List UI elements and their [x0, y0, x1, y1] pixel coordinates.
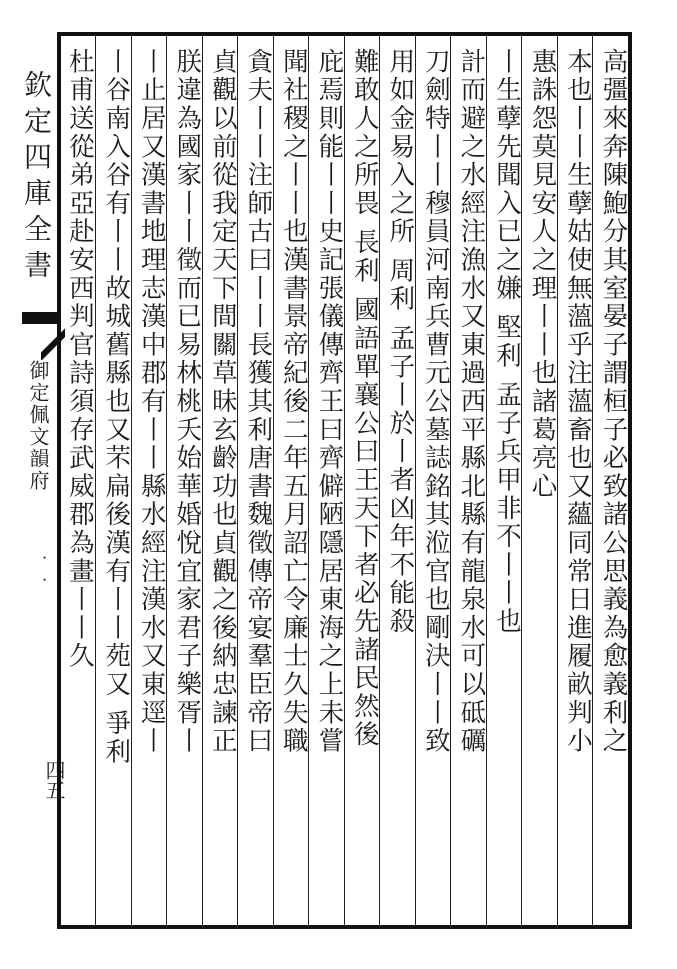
- column-text: 高彊來奔陳鮑分其室晏子謂桓子必致諸公思義為愈義利之: [598, 48, 628, 756]
- text-column: [273, 36, 309, 925]
- text-column: [166, 36, 202, 925]
- column-text: 貪夫丨丨注師古曰丨丨長獲其利唐書魏徵傳帝宴羣臣帝曰: [243, 48, 273, 756]
- text-column: [308, 36, 344, 925]
- column-text: 丨生孽先聞入已之嫌 堅利 孟子兵甲非不丨丨也: [491, 48, 522, 636]
- text-column: [415, 36, 451, 925]
- column-text: 丨止居又漢書地理志漢中郡有丨丨縣水經注漢水又東逕丨: [136, 48, 167, 756]
- column-text: 朕違為國家丨丨徵而已易林桃夭始華婚悅宜家君子樂胥丨: [172, 48, 202, 756]
- margin-marks: · ·: [35, 555, 54, 589]
- column-text: 難敢人之所畏 長利 國語單襄公曰王天下者必先諸民然後: [349, 48, 380, 750]
- outer-margin: [14, 30, 66, 930]
- column-text: 貞觀以前從我定天下間關草昧玄齡功也貞觀之後納忠諫正: [207, 48, 238, 756]
- text-column: [344, 36, 380, 925]
- column-text: 丨谷南入谷有丨丨故城舊縣也又芣扁後漢有丨丨苑又 爭利: [101, 48, 131, 767]
- column-text: 刀劍特丨丨穆員河南兵曹元公墓誌銘其涖官也剛決丨丨致: [420, 48, 451, 756]
- text-column: [237, 36, 273, 925]
- text-column: [60, 36, 95, 925]
- page-number: 四五: [42, 760, 66, 800]
- text-column: [95, 36, 131, 925]
- text-column: [521, 36, 557, 925]
- column-text: 計而避之水經注漁水又東過西平縣北縣有龍泉水可以砥礪: [456, 48, 486, 756]
- column-text: 本也丨丨生孽姑使無薀乎注薀畜也又蘊同常日進履畝判小: [562, 48, 593, 756]
- series-title: 欽定四庫全書: [20, 70, 53, 286]
- column-text: 庇焉則能丨丨史記張儀傳齊王曰齊僻陋隱居東海之上未嘗: [314, 48, 344, 756]
- text-column: [131, 36, 167, 925]
- text-column: [202, 36, 238, 925]
- column-text: 用如金易入之所 周利 孟子丨於丨者凶年不能殺: [385, 48, 415, 636]
- book-title: 御定佩文韻府: [26, 360, 50, 492]
- text-column: [486, 36, 522, 925]
- text-column: [450, 36, 486, 925]
- text-column: [379, 36, 415, 925]
- column-text: 聞社稷之丨丨也漢書景帝紀後二年五月詔亡令廉士久失職: [278, 48, 309, 756]
- text-columns: [60, 36, 628, 925]
- column-text: 杜甫送從弟亞赴安西判官詩須存武威郡為畫丨丨久: [64, 48, 95, 671]
- text-column: [592, 36, 628, 925]
- column-text: 惠誅怨莫見安人之理丨丨也諸葛亮心: [527, 48, 557, 501]
- text-column: [557, 36, 593, 925]
- fishtail-mark: [22, 312, 58, 324]
